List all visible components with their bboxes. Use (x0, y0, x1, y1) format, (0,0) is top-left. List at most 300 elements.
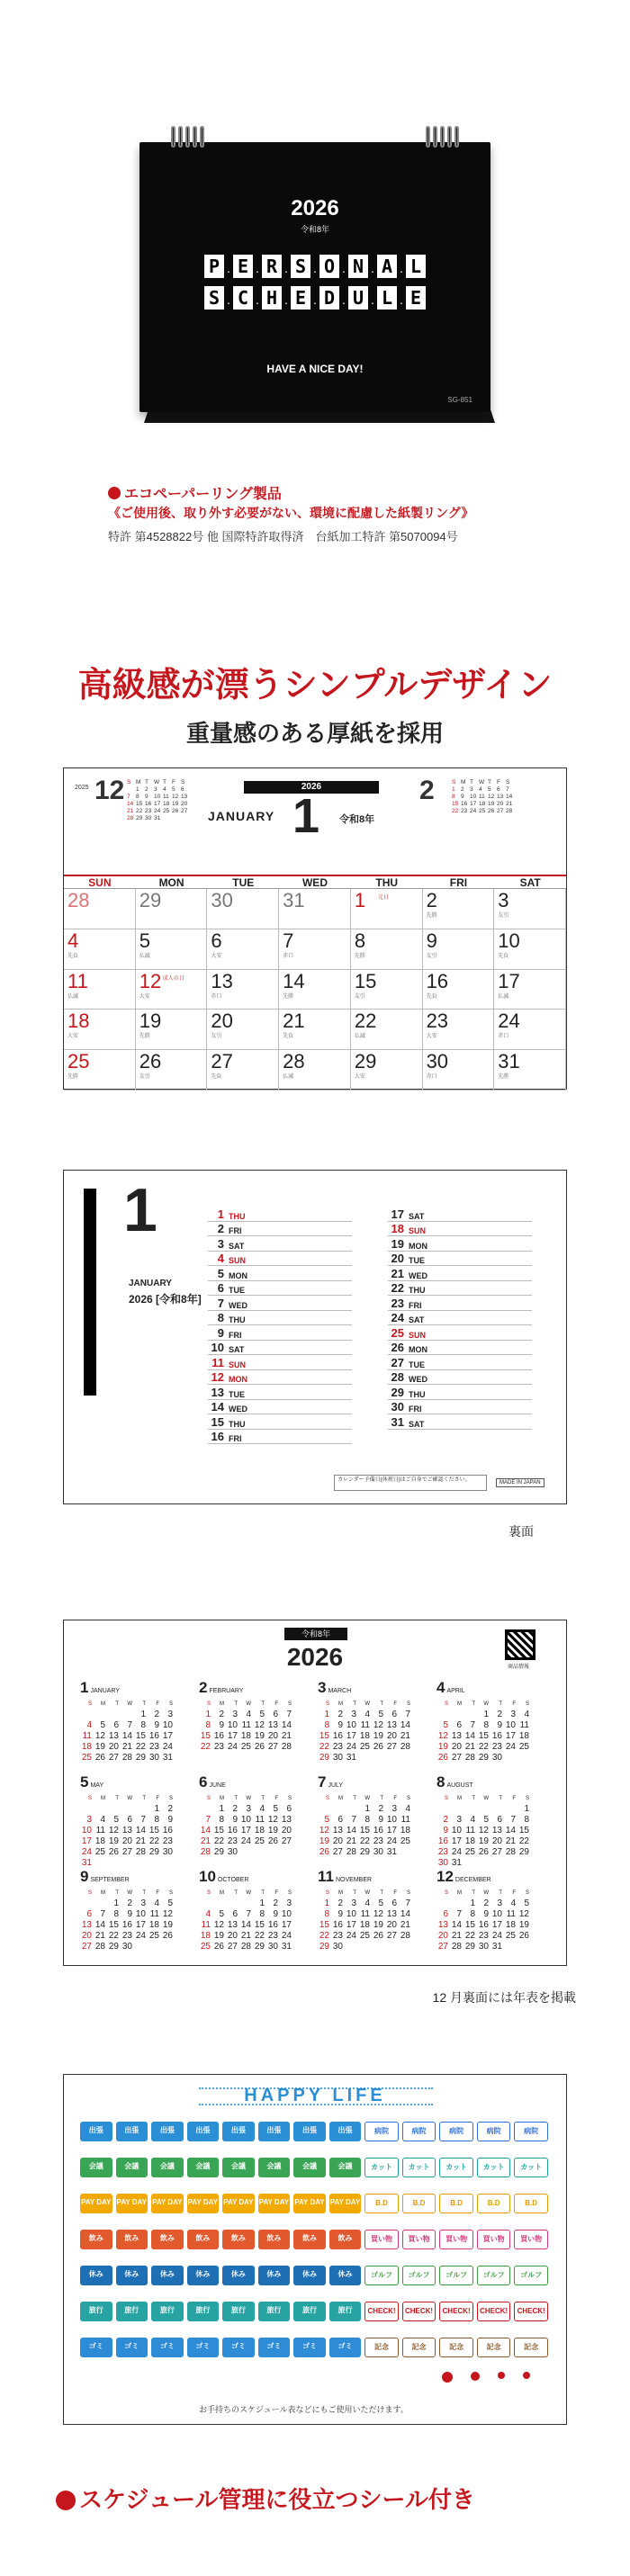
year-day: 8 (205, 1720, 211, 1730)
calendar-cover (140, 142, 490, 412)
year-weekday: T (234, 1890, 238, 1896)
year-day: 10 (491, 1909, 502, 1919)
day-cell (279, 1010, 351, 1050)
yearcal-year: 2026 (286, 1643, 344, 1671)
sticker-row (80, 2194, 548, 2213)
year-day: 15 (148, 1826, 159, 1836)
yearcal-reiwa: 令和8年 (284, 1628, 347, 1640)
year-month-number: 12 (436, 1868, 454, 1885)
year-day: 7 (456, 1909, 462, 1919)
sticker: 旅行 (151, 2302, 184, 2321)
sticker: ゴルフ (439, 2266, 473, 2285)
day-number: 31 (498, 1050, 520, 1073)
year-weekday: S (287, 1701, 292, 1707)
year-day: 6 (273, 1710, 278, 1719)
year-weekday: S (406, 1796, 410, 1801)
mini-day (181, 815, 190, 822)
year-day: 19 (518, 1920, 529, 1930)
day-weekday: SAT (409, 1211, 425, 1221)
year-day: 2 (273, 1898, 278, 1908)
day-number: 28 (68, 889, 90, 911)
sticker: 旅行 (293, 2302, 326, 2321)
year-day: 5 (167, 1898, 173, 1908)
rokuyo-label: 友引 (354, 993, 365, 1000)
year-day: 2 (167, 1804, 173, 1814)
day-cell (351, 889, 423, 929)
day-number: 4 (68, 929, 79, 952)
day-cell (64, 1050, 136, 1091)
sticker: ゴミ (187, 2338, 220, 2357)
year-day: 23 (332, 1931, 343, 1941)
year-day: 21 (400, 1920, 410, 1930)
day-line (208, 1430, 352, 1445)
year-day: 26 (373, 1931, 383, 1941)
weekday-label: WED (302, 876, 328, 889)
year-day: 20 (281, 1826, 292, 1836)
year-day: 11 (241, 1720, 251, 1730)
year-day: 22 (213, 1836, 224, 1846)
year-day: 22 (319, 1931, 329, 1941)
mini-weekday: F (172, 779, 176, 785)
year-weekday: T (380, 1701, 383, 1707)
year-blank (490, 1804, 504, 1815)
day-number: 4 (217, 1252, 224, 1265)
letter-dot: · (399, 264, 404, 278)
day-cell (64, 929, 136, 970)
year-day: 17 (346, 1920, 356, 1930)
day-line (388, 1252, 532, 1267)
year-day: 6 (86, 1909, 92, 1919)
year-month-title (318, 1679, 426, 1697)
year-day: 16 (478, 1920, 489, 1930)
day-line (208, 1296, 352, 1311)
year-day: 18 (464, 1836, 475, 1846)
day-line (388, 1222, 532, 1237)
year-day: 11 (519, 1720, 529, 1730)
year-day: 13 (491, 1826, 502, 1836)
year-day: 11 (95, 1826, 105, 1836)
sticker: CHECK! (477, 2302, 511, 2321)
year-weekday: T (353, 1890, 356, 1896)
year-day: 2 (443, 1815, 448, 1825)
year-day: 21 (200, 1836, 211, 1846)
year-day: 24 (346, 1931, 356, 1941)
day-list-left (208, 1207, 352, 1444)
day-cell (351, 1050, 423, 1091)
year-day: 13 (386, 1720, 397, 1730)
year-weekday: S (87, 1796, 92, 1801)
year-day: 27 (491, 1847, 502, 1857)
sticker: 旅行 (187, 2302, 220, 2321)
year-day: 5 (378, 1898, 383, 1908)
year-month-name: OCTOBER (217, 1877, 249, 1883)
year-day: 6 (338, 1815, 343, 1825)
sticker: ゴルフ (402, 2266, 436, 2285)
day-number: 30 (211, 889, 233, 911)
year-day: 2 (497, 1710, 502, 1719)
year-day: 15 (135, 1731, 146, 1741)
year-day: 2 (219, 1710, 224, 1719)
sticker: 買い物 (514, 2230, 548, 2249)
year-day: 26 (518, 1931, 529, 1941)
year-day: 19 (478, 1836, 489, 1846)
year-month-name: JANUARY (90, 1688, 121, 1694)
sticker: PAY DAY (187, 2194, 220, 2213)
year-day: 24 (505, 1742, 516, 1752)
cover-year: 2026 (291, 196, 339, 220)
year-weekday: T (115, 1890, 119, 1896)
year-blank (331, 1804, 345, 1815)
mini-day: 24 (154, 808, 161, 814)
year-weekday: W (483, 1701, 489, 1707)
letter-dot: · (226, 264, 231, 278)
year-day: 10 (227, 1720, 238, 1730)
year-day: 22 (148, 1836, 159, 1846)
mini-day: 9 (461, 794, 464, 800)
sticker-title: HAPPY LIFE (244, 2086, 386, 2105)
year-day: 16 (267, 1920, 278, 1930)
mini-day: 1 (452, 786, 455, 793)
day-weekday: WED (229, 1300, 248, 1310)
sticker: 休み (222, 2266, 255, 2285)
year-day: 15 (213, 1826, 224, 1836)
day-cell (494, 1050, 566, 1091)
sticker: CHECK! (364, 2302, 399, 2321)
year-day: 22 (135, 1742, 146, 1752)
day-weekday: SUN (229, 1256, 247, 1265)
cover-code: SG-851 (447, 396, 472, 404)
sticker: 飲み (187, 2230, 220, 2249)
year-weekday: T (472, 1701, 475, 1707)
year-day: 9 (443, 1826, 448, 1836)
year-day: 24 (346, 1742, 356, 1752)
year-day: 27 (81, 1942, 92, 1952)
day-weekday: TUE (229, 1389, 245, 1399)
title-letter: L (377, 286, 397, 310)
sticker: PAY DAY (258, 2194, 291, 2213)
mini-day: 11 (163, 794, 169, 800)
year-day: 23 (478, 1931, 489, 1941)
day-weekday: TUE (229, 1286, 245, 1295)
year-day: 23 (437, 1847, 448, 1857)
sticker: カット (514, 2158, 548, 2177)
product-photo (126, 126, 504, 432)
sticker: B.D (402, 2194, 436, 2213)
rokuyo-label: 先勝 (498, 1074, 509, 1081)
year-day: 11 (506, 1909, 516, 1919)
rokuyo-label: 先負 (211, 1074, 222, 1081)
year-day: 28 (400, 1742, 410, 1752)
year-blank (121, 1710, 134, 1720)
year-month-title (80, 1679, 188, 1697)
title-letter: L (406, 255, 426, 278)
year-day: 26 (478, 1847, 489, 1857)
day-cell (494, 970, 566, 1010)
day-number: 8 (354, 929, 366, 952)
year-day: 24 (240, 1836, 251, 1846)
day-number: 17 (498, 969, 520, 992)
year-weekday: W (127, 1796, 132, 1801)
year-day: 27 (227, 1942, 238, 1952)
day-line (208, 1207, 352, 1222)
year-day: 21 (122, 1742, 132, 1752)
year-day: 28 (122, 1753, 132, 1763)
year-day: 1 (364, 1804, 370, 1814)
year-day: 10 (162, 1720, 173, 1730)
year-day: 29 (359, 1847, 370, 1857)
day-line (208, 1385, 352, 1400)
rokuyo-label: 仏滅 (498, 993, 509, 1000)
sticker: カット (477, 2158, 511, 2177)
rokuyo-label: 赤口 (498, 1034, 509, 1040)
year-month-grid (199, 1699, 307, 1753)
year-month-title (436, 1868, 544, 1886)
year-day: 7 (470, 1720, 475, 1730)
year-weekday: W (246, 1796, 251, 1801)
rokuyo-label: 大安 (139, 993, 150, 1000)
year-weekday: F (156, 1796, 159, 1801)
year-day: 29 (213, 1847, 224, 1857)
day-number: 13 (211, 1385, 224, 1399)
year-day: 14 (94, 1920, 105, 1930)
year-day: 24 (162, 1742, 173, 1752)
year-day: 11 (201, 1920, 211, 1930)
year-day: 23 (213, 1742, 224, 1752)
mini-day: 23 (461, 808, 468, 814)
day-line (388, 1400, 532, 1415)
year-day: 28 (464, 1753, 475, 1763)
sticker: 病院 (514, 2122, 548, 2141)
year-weekday: T (499, 1796, 502, 1801)
year-day: 9 (497, 1720, 502, 1730)
day-line (208, 1325, 352, 1341)
year-weekday: M (220, 1701, 224, 1707)
mini-day: 1 (136, 786, 140, 793)
front-calendar (63, 767, 567, 1090)
year-day: 13 (108, 1731, 119, 1741)
day-weekday: SAT (409, 1315, 425, 1324)
day-number: 14 (211, 1400, 224, 1414)
year-weekday: S (287, 1796, 292, 1801)
mini-day: 18 (163, 801, 170, 807)
year-day: 18 (254, 1826, 265, 1836)
year-day: 4 (100, 1815, 105, 1825)
year-day: 26 (267, 1836, 278, 1846)
year-month-name: SEPTEMBER (90, 1877, 130, 1883)
year-blank (80, 1710, 94, 1720)
year-weekday: T (234, 1796, 238, 1801)
day-cell (136, 889, 208, 929)
year-day: 3 (497, 1898, 502, 1908)
rokuyo-label: 大安 (211, 953, 222, 959)
year-weekday: T (115, 1796, 119, 1801)
letter-dot: · (284, 264, 289, 278)
year-day: 24 (451, 1847, 462, 1857)
mini-weekday: T (163, 779, 166, 785)
mini-day: 3 (154, 786, 158, 793)
year-day: 2 (127, 1898, 132, 1908)
year-month-number: 8 (436, 1773, 446, 1791)
weekday-label: SAT (519, 876, 541, 889)
year-weekday: S (325, 1890, 329, 1896)
sticker: PAY DAY (329, 2194, 362, 2213)
year-month-title (199, 1868, 307, 1886)
sticker: ゴミ (293, 2338, 326, 2357)
qr-label: 商品情報 (508, 1665, 530, 1670)
back-month-word: JANUARY (129, 1279, 172, 1288)
sticker: 旅行 (116, 2302, 148, 2321)
year-weekday: M (101, 1701, 105, 1707)
year-day: 7 (205, 1815, 211, 1825)
bullet-icon (56, 2491, 76, 2510)
year-day: 27 (437, 1942, 448, 1952)
year-day: 5 (524, 1898, 529, 1908)
year-day: 23 (122, 1931, 132, 1941)
sticker: PAY DAY (116, 2194, 148, 2213)
year-day: 6 (392, 1898, 397, 1908)
year-month-name: MARCH (328, 1688, 352, 1694)
year-day: 5 (378, 1710, 383, 1719)
year-weekday: S (444, 1796, 448, 1801)
year-day: 19 (267, 1826, 278, 1836)
year-weekday: M (338, 1890, 343, 1896)
day-line (208, 1311, 352, 1326)
month-number: 1 (292, 789, 320, 843)
year-weekday: S (444, 1890, 448, 1896)
mini-weekday: T (470, 779, 473, 785)
holiday-label: 成人の日 (162, 975, 184, 982)
mini-weekday: T (488, 779, 491, 785)
day-number: 25 (68, 1050, 90, 1073)
title-letter: H (262, 286, 282, 310)
day-number: 11 (212, 1355, 224, 1369)
year-month-grid (80, 1793, 188, 1869)
year-day: 4 (364, 1710, 370, 1719)
sticker: 記念 (477, 2338, 511, 2357)
year-day: 4 (154, 1898, 159, 1908)
sticker: 飲み (222, 2230, 255, 2249)
year-weekday: S (87, 1890, 92, 1896)
year-day: 14 (135, 1826, 146, 1836)
year-blank (436, 1710, 450, 1720)
year-month (199, 1773, 307, 1858)
year-weekday: T (142, 1796, 146, 1801)
year-day: 5 (443, 1720, 448, 1730)
sticker: PAY DAY (80, 2194, 112, 2213)
day-weekday: TUE (409, 1360, 425, 1369)
year-weekday: T (115, 1701, 119, 1707)
year-weekday: F (274, 1701, 278, 1707)
year-day: 8 (324, 1909, 329, 1919)
sticker: 休み (293, 2266, 326, 2285)
sticker: 飲み (116, 2230, 148, 2249)
month-grid (64, 889, 566, 1091)
mini-day: 9 (145, 794, 148, 800)
year-blank (94, 1804, 107, 1815)
year-day: 7 (510, 1815, 516, 1825)
year-day: 23 (162, 1836, 173, 1846)
mini-day: 7 (506, 786, 509, 793)
year-day: 13 (227, 1920, 238, 1930)
year-day: 15 (518, 1826, 529, 1836)
year-month (80, 1868, 188, 1952)
day-cell (351, 929, 423, 970)
year-blank (107, 1710, 121, 1720)
day-weekday: MON (409, 1345, 428, 1354)
year-day: 19 (162, 1920, 173, 1930)
year-day: 8 (324, 1720, 329, 1730)
year-day: 17 (505, 1731, 516, 1741)
sticker: 買い物 (364, 2230, 399, 2249)
day-number: 28 (391, 1370, 404, 1384)
year-day: 14 (505, 1826, 516, 1836)
year-day: 29 (135, 1753, 146, 1763)
year-weekday: S (444, 1701, 448, 1707)
day-weekday: WED (409, 1375, 428, 1384)
mini-day: 27 (497, 808, 504, 814)
day-weekday: MON (229, 1270, 248, 1280)
year-day: 1 (205, 1710, 211, 1719)
year-day: 21 (346, 1836, 356, 1846)
year-day: 19 (373, 1920, 383, 1930)
day-number: 29 (354, 1050, 377, 1073)
year-day: 6 (286, 1804, 292, 1814)
year-month (80, 1773, 188, 1869)
year-weekday: S (525, 1890, 529, 1896)
year-day: 29 (319, 1753, 329, 1763)
day-number: 31 (391, 1414, 404, 1429)
mini-day: 11 (479, 794, 485, 800)
year-day: 26 (213, 1942, 224, 1952)
cover-title-line2 (140, 286, 490, 310)
day-line (208, 1252, 352, 1267)
eco-subtitle: 《ご使用後、取り外す必要がない、環境に配慮した紙製リング》 (108, 506, 474, 520)
rokuyo-label: 先勝 (139, 1034, 150, 1040)
year-day: 22 (518, 1836, 529, 1846)
year-day: 16 (332, 1920, 343, 1930)
day-number: 9 (426, 929, 437, 952)
year-day: 17 (451, 1836, 462, 1846)
mini-weekday: W (154, 779, 160, 785)
year-day: 11 (255, 1815, 265, 1825)
year-day: 11 (400, 1815, 410, 1825)
day-number: 30 (391, 1400, 404, 1414)
year-weekday: S (406, 1890, 410, 1896)
year-day: 7 (405, 1898, 410, 1908)
year-day: 12 (162, 1909, 173, 1919)
rokuyo-label: 大安 (68, 1034, 79, 1040)
mini-day: 18 (479, 801, 486, 807)
year-day: 18 (81, 1742, 92, 1752)
weekday-label: FRI (449, 876, 468, 889)
rokuyo-label: 友引 (498, 913, 509, 919)
title-letter: E (291, 286, 310, 310)
year-day: 3 (510, 1710, 516, 1719)
year-day: 11 (82, 1731, 92, 1741)
year-day: 8 (154, 1815, 159, 1825)
year-day: 8 (259, 1909, 265, 1919)
year-day: 2 (483, 1898, 489, 1908)
year-day: 4 (405, 1804, 410, 1814)
year-day: 24 (491, 1931, 502, 1941)
day-number: 9 (217, 1325, 224, 1340)
year-day: 14 (346, 1826, 356, 1836)
day-number: 7 (217, 1296, 224, 1310)
day-number: 16 (426, 969, 449, 992)
year-month-number: 10 (199, 1868, 216, 1885)
year-day: 9 (167, 1815, 173, 1825)
year-day: 1 (324, 1898, 329, 1908)
